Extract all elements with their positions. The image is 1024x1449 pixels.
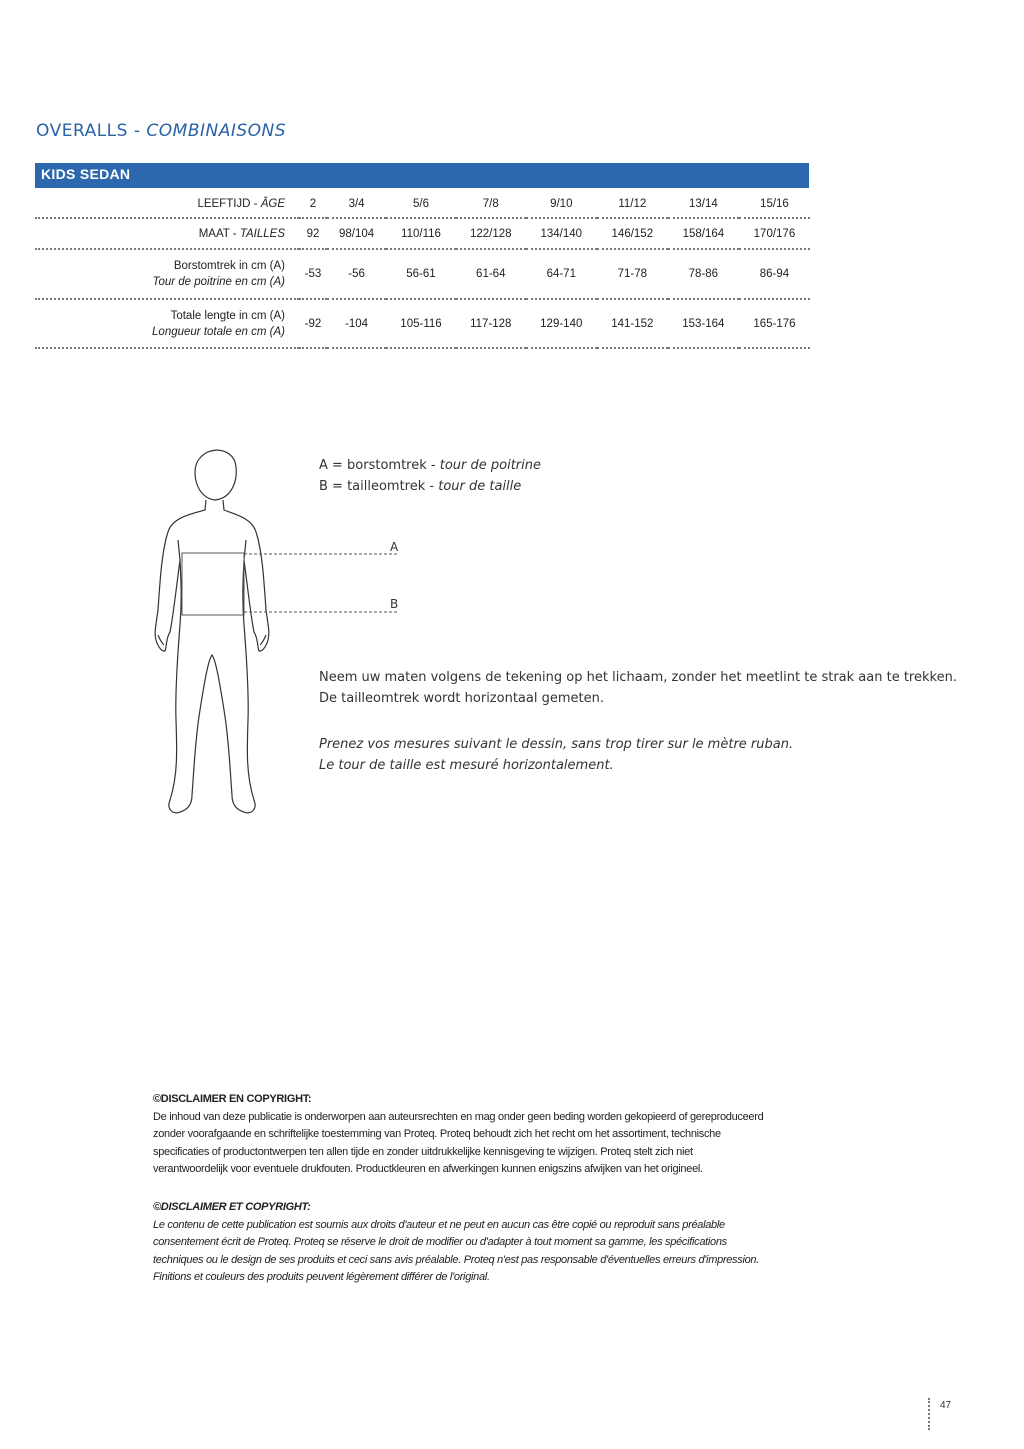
page-number-divider <box>928 1398 932 1430</box>
instructions-fr <box>319 734 793 776</box>
table-cell: 110/116 <box>386 218 456 249</box>
table-cell: 9/10 <box>526 190 597 218</box>
row-label-nl: Borstomtrek in cm (A) <box>173 260 285 272</box>
table-cell: 105-116 <box>386 299 456 348</box>
table-row-chest <box>35 249 810 299</box>
disclaimer-fr-line: Le contenu de cette publication est soumis aux droits d'auteur et ne peut en aucun cas être copié ou reproduit sans préalable <box>153 1218 725 1231</box>
instructions-nl <box>319 667 957 709</box>
disclaimer-nl-line: zonder voorafgaande en schriftelijke toestemming van Proteq. Proteq behoudt zich het recht om het assortiment, technische <box>153 1128 721 1140</box>
disclaimer-fr-line: Finitions et couleurs des produits peuvent légèrement différer de l'original. <box>153 1271 490 1283</box>
disclaimer-fr <box>153 1199 759 1287</box>
table-cell: 134/140 <box>526 218 597 249</box>
table-cell: -53 <box>299 249 327 299</box>
table-cell: 170/176 <box>739 218 810 249</box>
instructions-nl-line: Neem uw maten volgens de tekening op het lichaam, zonder het meetlint te strak aan te trekken. <box>319 670 957 685</box>
table-cell: 2 <box>299 190 327 218</box>
disclaimer-nl-heading: ©DISCLAIMER EN COPYRIGHT: <box>153 1093 312 1105</box>
title-fr: COMBINAISONS <box>146 121 287 141</box>
table-cell: -56 <box>327 249 386 299</box>
figure-right-hand <box>260 635 266 645</box>
row-label-nl: MAAT - <box>198 227 240 240</box>
measurement-legend <box>319 455 541 497</box>
disclaimer-fr-line: techniques ou le design de ses produits et ceci sans avis préalable. Proteq n'est pas responsable d'éventuelles erreurs d'impression. <box>153 1253 759 1266</box>
instructions-fr-line: Le tour de taille est mesuré horizontalement. <box>319 758 614 773</box>
table-cell: 7/8 <box>456 190 526 218</box>
table-cell: 86-94 <box>739 249 810 299</box>
disclaimer-fr-line: consentement écrit de Proteq. Proteq se réserve le droit de modifier ou d'adapter à tout moment sa gamme, les spécifications <box>153 1236 727 1248</box>
table-cell: 61-64 <box>456 249 526 299</box>
table-cell: 165-176 <box>739 299 810 348</box>
row-label-nl: Totale lengte in cm (A) <box>170 309 285 322</box>
row-label-size <box>35 218 299 249</box>
row-label-length <box>35 299 299 348</box>
instructions-fr-line: Prenez vos mesures suivant le dessin, sans trop tirer sur le mètre ruban. <box>319 737 794 752</box>
disclaimer-nl-line: verantwoordelijk voor eventuele drukfouten. Productkleuren en afwerkingen kunnen enigszins afwijken van het origineel. <box>153 1163 703 1175</box>
table-cell: 117-128 <box>456 299 526 348</box>
row-label-chest <box>35 249 299 299</box>
row-label-nl: LEEFTIJD - <box>197 197 261 210</box>
row-label-fr: Tour de poitrine en cm (A) <box>152 276 285 288</box>
product-band <box>35 163 809 188</box>
disclaimer-fr-heading: ©DISCLAIMER ET COPYRIGHT: <box>153 1201 311 1213</box>
disclaimer-nl-line: De inhoud van deze publicatie is onderworpen aan auteursrechten en mag onder geen beding worden gekopieerd of gereproduceerd <box>153 1110 764 1123</box>
mark-b: B <box>390 597 399 611</box>
table-cell: -92 <box>299 299 327 348</box>
mark-a: A <box>390 540 399 554</box>
table-cell: 98/104 <box>327 218 386 249</box>
section-title <box>36 121 286 141</box>
disclaimer-nl <box>153 1091 763 1179</box>
title-nl: OVERALLS <box>36 121 128 141</box>
table-cell: 78-86 <box>668 249 739 299</box>
row-label-age <box>35 190 299 218</box>
table-row-age <box>35 190 810 218</box>
legend-a-nl: A = borstomtrek - <box>319 458 440 473</box>
instructions-nl-line: De tailleomtrek wordt horizontaal gemeten. <box>319 691 604 706</box>
measure-band-a <box>182 553 244 615</box>
legend-b-nl: B = tailleomtrek - <box>319 479 439 494</box>
row-label-fr: Longueur totale en cm (A) <box>152 325 285 338</box>
table-cell: 129-140 <box>526 299 597 348</box>
figure-left-arm-inner <box>178 540 180 560</box>
table-cell: 158/164 <box>668 218 739 249</box>
title-separator: - <box>127 121 147 141</box>
legend-a-fr: tour de poitrine <box>439 458 541 473</box>
table-cell: 11/12 <box>597 190 668 218</box>
row-label-fr: TAILLES <box>239 227 285 240</box>
disclaimer-nl-line: specificaties of productontwerpen ten allen tijde en zonder uitdrukkelijke kennisgeving te wijzigen. Proteq stelt zich niet <box>153 1145 693 1158</box>
table-cell: 153-164 <box>668 299 739 348</box>
table-cell: 92 <box>299 218 327 249</box>
figure-left-hand <box>158 635 164 645</box>
row-label-fr: ÂGE <box>260 197 285 210</box>
table-cell: 146/152 <box>597 218 668 249</box>
figure-head <box>195 450 236 500</box>
table-cell: -104 <box>327 299 386 348</box>
table-cell: 56-61 <box>386 249 456 299</box>
product-band-label: KIDS SEDAN <box>41 166 131 182</box>
table-cell: 71-78 <box>597 249 668 299</box>
table-row-size <box>35 218 810 249</box>
table-cell: 122/128 <box>456 218 526 249</box>
size-table <box>35 190 810 349</box>
legend-b-fr: tour de taille <box>438 479 522 494</box>
legend-a <box>319 455 541 476</box>
table-cell: 13/14 <box>668 190 739 218</box>
page-number: 47 <box>940 1400 952 1411</box>
table-row-length <box>35 299 810 348</box>
table-cell: 5/6 <box>386 190 456 218</box>
figure-body-outline <box>155 500 269 813</box>
table-cell: 15/16 <box>739 190 810 218</box>
table-cell: 64-71 <box>526 249 597 299</box>
table-cell: 141-152 <box>597 299 668 348</box>
legend-b <box>319 476 541 497</box>
table-cell: 3/4 <box>327 190 386 218</box>
